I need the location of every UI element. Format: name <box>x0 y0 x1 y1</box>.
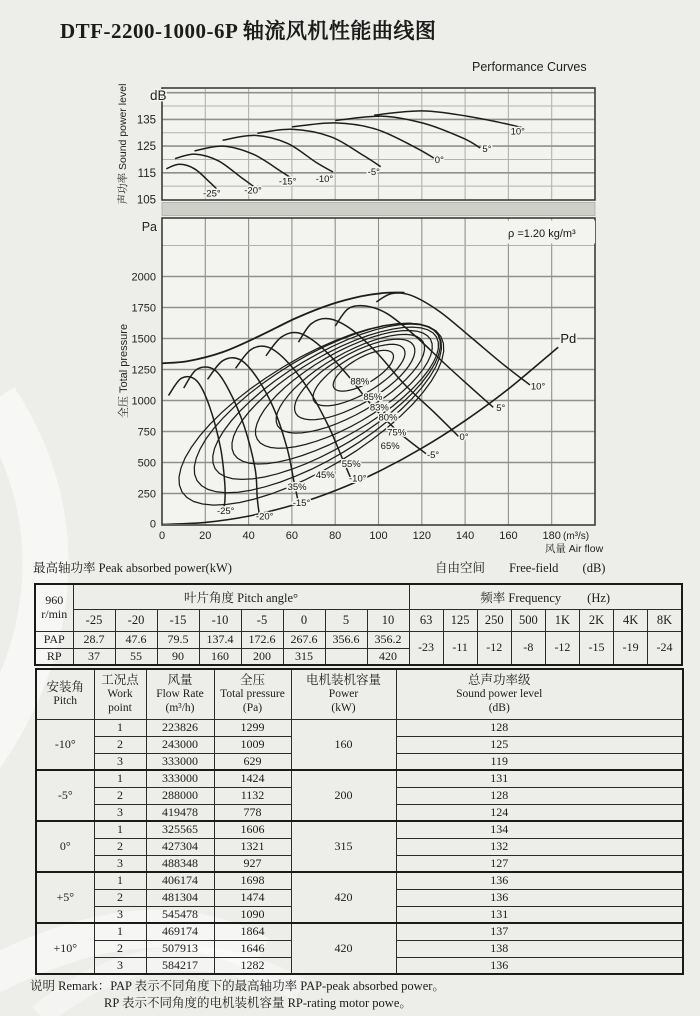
pitch-cell: +5° <box>36 872 94 923</box>
pitch-col-header: -5 <box>241 609 283 631</box>
x-tick: 20 <box>199 530 212 542</box>
pap-value: 79.5 <box>157 631 199 648</box>
free-field-caption <box>435 558 605 576</box>
column-header-flow: 风量 Flow Rate (m³/h) <box>146 669 214 719</box>
spl-cell: 137 <box>396 923 683 940</box>
page-title: DTF-2200-1000-6P 轴流风机性能曲线图 <box>60 19 437 43</box>
spl-cell: 136 <box>396 889 683 906</box>
pitch-angle-header: 叶片角度 Pitch angle° <box>73 584 409 609</box>
pitch-col-header: 0 <box>283 609 325 631</box>
pressure-cell: 629 <box>214 753 291 770</box>
pitch-label--25°: -25° <box>216 506 235 518</box>
pressure-y-unit: Pa <box>141 220 157 234</box>
pressure-cell: 1424 <box>214 770 291 787</box>
spl-cell: 136 <box>396 872 683 889</box>
work-point-cell: 2 <box>94 838 146 855</box>
freq-col-header: 2K <box>579 609 613 631</box>
freq-value: -12 <box>545 631 579 665</box>
spl-cell: 127 <box>396 855 683 872</box>
freq-col-header: 8K <box>648 609 682 631</box>
pitch-label-10°: 10° <box>530 381 546 393</box>
freq-value: -12 <box>477 631 511 665</box>
remark <box>30 978 445 1011</box>
flow-cell: 333000 <box>146 753 214 770</box>
rp-value: 420 <box>367 648 409 665</box>
power-cell: 315 <box>291 821 396 872</box>
table-row <box>36 770 683 787</box>
sound-y-unit: dB <box>150 88 167 103</box>
pd-label: Pd <box>560 331 577 347</box>
pap-value: 172.6 <box>241 631 283 648</box>
efficiency-label-80%: 80% <box>378 412 398 424</box>
power-cell: 420 <box>291 872 396 923</box>
pressure-y-tick: 250 <box>137 488 156 501</box>
pressure-y-axis-title: 全压 Total pressure <box>118 323 130 419</box>
pressure-cell: 1090 <box>214 906 291 923</box>
spl-cell: 128 <box>396 719 683 736</box>
table-row <box>35 584 682 609</box>
spl-cell: 136 <box>396 957 683 974</box>
pressure-cell: 1474 <box>214 889 291 906</box>
freq-col-header: 250 <box>477 609 511 631</box>
x-tick: 60 <box>285 530 299 542</box>
spl-cell: 134 <box>396 821 683 838</box>
flow-cell: 427304 <box>146 838 214 855</box>
pressure-cell: 1321 <box>214 838 291 855</box>
x-tick: 180 <box>542 530 561 542</box>
pressure-y-tick-0: 0 <box>149 518 156 531</box>
free-field-cn: 自由空间 <box>435 561 486 575</box>
pressure-y-tick: 1250 <box>131 364 156 377</box>
table-row <box>36 923 683 940</box>
chart-separator-band <box>162 203 595 216</box>
work-point-cell: 2 <box>94 736 146 753</box>
work-point-cell: 1 <box>94 923 146 940</box>
pressure-cell: 1132 <box>214 787 291 804</box>
pressure-cell: 1299 <box>214 719 291 736</box>
freq-col-header: 125 <box>443 609 477 631</box>
sound-curve-label--10°: -10° <box>315 173 334 185</box>
pitch-label--10°: -10° <box>349 473 367 485</box>
x-tick: 120 <box>412 530 431 542</box>
pap-value: 28.7 <box>73 631 115 648</box>
operating-points-table <box>35 668 684 975</box>
x-tick: 100 <box>369 530 388 542</box>
pressure-cell: 927 <box>214 855 291 872</box>
sound-y-axis-title: 声功率 Sound power level <box>117 83 129 205</box>
sound-curve-label--25°: -25° <box>203 188 221 200</box>
frequency-header: 频率 Frequency (Hz) <box>409 584 682 609</box>
pressure-cell: 1864 <box>214 923 291 940</box>
pitch-col-header: -15 <box>157 609 199 631</box>
pitch-cell: 0° <box>36 821 94 872</box>
remark-line-1: 说明 Remark：PAP 表示不同角度下的最高轴功率 PAP-peak absorbed power。 <box>30 979 445 993</box>
pitch-label--15°: -15° <box>292 498 311 510</box>
density-label: ρ =1.20 kg/m³ <box>508 228 576 240</box>
free-field-unit: (dB) <box>582 561 606 575</box>
efficiency-label-35%: 35% <box>287 481 307 493</box>
x-unit: (m³/s) <box>563 531 590 542</box>
freq-value: -24 <box>648 631 682 665</box>
power-cell: 200 <box>291 770 396 821</box>
flow-cell: 481304 <box>146 889 214 906</box>
pressure-cell: 1009 <box>214 736 291 753</box>
efficiency-label-55%: 55% <box>341 459 361 471</box>
pitch-label--5°: -5° <box>426 449 440 461</box>
flow-cell: 469174 <box>146 923 214 940</box>
flow-cell: 406174 <box>146 872 214 889</box>
spl-cell: 131 <box>396 770 683 787</box>
x-tick: 140 <box>455 530 475 542</box>
flow-cell: 243000 <box>146 736 214 753</box>
rp-value <box>325 648 367 665</box>
pressure-y-tick: 500 <box>137 457 156 470</box>
efficiency-label-85%: 85% <box>363 391 383 403</box>
pitch-label-5°: 5° <box>496 402 506 414</box>
table-row <box>35 631 682 648</box>
pressure-y-tick: 1500 <box>131 333 156 346</box>
work-point-cell: 3 <box>94 906 146 923</box>
sound-y-tick: 115 <box>137 167 156 180</box>
column-header-power: 电机装机容量 Power (kW) <box>291 669 396 719</box>
table-row <box>36 821 683 838</box>
column-header-pressure: 全压 Total pressure (Pa) <box>214 669 291 719</box>
pitch-cell: -5° <box>36 770 94 821</box>
pitch-label--20°: -20° <box>255 511 274 523</box>
x-tick: 80 <box>329 530 342 542</box>
pap-value: 47.6 <box>115 631 157 648</box>
pitch-cell: -10° <box>36 719 94 770</box>
rp-value: 37 <box>73 648 115 665</box>
freq-value: -11 <box>443 631 477 665</box>
pitch-col-header: -25 <box>73 609 115 631</box>
pap-value: 356.6 <box>325 631 367 648</box>
pressure-cell: 1698 <box>214 872 291 889</box>
peak-power-caption: 最高轴功率 Peak absorbed power(kW) <box>33 561 232 575</box>
free-field-en: Free-field <box>509 561 559 575</box>
rp-value: 55 <box>115 648 157 665</box>
table-row <box>36 872 683 889</box>
pap-label: PAP <box>35 631 73 648</box>
x-tick: 160 <box>499 530 518 542</box>
freq-col-header: 1K <box>545 609 579 631</box>
pitch-col-header: -20 <box>115 609 157 631</box>
work-point-cell: 1 <box>94 872 146 889</box>
pressure-y-tick: 2000 <box>131 271 156 284</box>
x-tick: 40 <box>242 530 255 542</box>
efficiency-label-65%: 65% <box>380 440 400 452</box>
pressure-cell: 1606 <box>214 821 291 838</box>
column-header-spl: 总声功率级 Sound power level (dB) <box>396 669 683 719</box>
rp-value: 315 <box>283 648 325 665</box>
flow-cell: 223826 <box>146 719 214 736</box>
power-cell: 420 <box>291 923 396 974</box>
pressure-cell: 778 <box>214 804 291 821</box>
pressure-y-tick: 750 <box>137 426 156 439</box>
freq-col-header: 63 <box>409 609 443 631</box>
flow-cell: 288000 <box>146 787 214 804</box>
pressure-chart <box>116 218 604 555</box>
pitch-col-header: 10 <box>367 609 409 631</box>
table-row <box>36 719 683 736</box>
spl-cell: 124 <box>396 804 683 821</box>
spl-cell: 125 <box>396 736 683 753</box>
sound-curve-label-10°: 10° <box>510 126 525 138</box>
work-point-cell: 1 <box>94 821 146 838</box>
table-row <box>35 609 682 631</box>
spl-cell: 138 <box>396 940 683 957</box>
spl-cell: 131 <box>396 906 683 923</box>
efficiency-label-88%: 88% <box>350 376 370 388</box>
rp-label: RP <box>35 648 73 665</box>
rpm-cell: 960 r/min <box>35 584 73 631</box>
efficiency-label-83%: 83% <box>369 402 389 414</box>
work-point-cell: 3 <box>94 855 146 872</box>
sound-chart <box>116 84 595 216</box>
pap-value: 137.4 <box>199 631 241 648</box>
power-cell: 160 <box>291 719 396 770</box>
flow-cell: 507913 <box>146 940 214 957</box>
flow-cell: 584217 <box>146 957 214 974</box>
flow-cell: 545478 <box>146 906 214 923</box>
freq-col-header: 4K <box>614 609 648 631</box>
freq-value: -19 <box>614 631 648 665</box>
table-header-row <box>36 669 683 719</box>
freq-col-header: 500 <box>511 609 545 631</box>
x-axis-title: 风量 Air flow <box>544 543 604 555</box>
sound-y-tick: 135 <box>136 114 156 127</box>
pressure-cell: 1282 <box>214 957 291 974</box>
freq-value: -8 <box>511 631 545 665</box>
sound-curve-label-0°: 0° <box>434 155 444 167</box>
flow-cell: 333000 <box>146 770 214 787</box>
pressure-y-tick: 1750 <box>131 302 156 315</box>
spl-cell: 119 <box>396 753 683 770</box>
work-point-cell: 1 <box>94 770 146 787</box>
pitch-col-header: -10 <box>199 609 241 631</box>
work-point-cell: 3 <box>94 753 146 770</box>
work-point-cell: 3 <box>94 804 146 821</box>
freq-value: -15 <box>579 631 613 665</box>
efficiency-label-75%: 75% <box>387 427 407 439</box>
work-point-cell: 3 <box>94 957 146 974</box>
spl-cell: 132 <box>396 838 683 855</box>
x-tick: 0 <box>158 530 166 542</box>
remark-line-2: RP 表示不同角度的电机装机容量 RP-rating motor powe。 <box>104 995 412 1010</box>
flow-cell: 488348 <box>146 855 214 872</box>
pap-value: 356.2 <box>367 631 409 648</box>
flow-cell: 419478 <box>146 804 214 821</box>
flow-cell: 325565 <box>146 821 214 838</box>
pap-value: 267.6 <box>283 631 325 648</box>
subtitle: Performance Curves <box>472 60 587 74</box>
pressure-y-tick: 1000 <box>131 395 156 408</box>
column-header-work_point: 工况点 Work point <box>94 669 146 719</box>
pressure-cell: 1646 <box>214 940 291 957</box>
sound-curve-label--15°: -15° <box>278 176 297 188</box>
spl-cell: 128 <box>396 787 683 804</box>
rp-value: 160 <box>199 648 241 665</box>
work-point-cell: 1 <box>94 719 146 736</box>
rp-value: 90 <box>157 648 199 665</box>
column-header-pitch: 安装角 Pitch <box>36 669 94 719</box>
sound-y-tick: 105 <box>136 194 156 207</box>
pitch-cell: +10° <box>36 923 94 974</box>
peak-power-frequency-table <box>34 583 683 666</box>
efficiency-label-45%: 45% <box>315 469 335 481</box>
sound-curve-label--20°: -20° <box>244 185 262 197</box>
work-point-cell: 2 <box>94 940 146 957</box>
pitch-label-0°: 0° <box>459 432 469 444</box>
pitch-col-header: 5 <box>325 609 367 631</box>
sound-curve-label--5°: -5° <box>367 166 380 178</box>
sound-y-tick: 125 <box>136 141 156 154</box>
work-point-cell: 2 <box>94 787 146 804</box>
rp-value: 200 <box>241 648 283 665</box>
freq-value: -23 <box>409 631 443 665</box>
work-point-cell: 2 <box>94 889 146 906</box>
sound-curve-label-5°: 5° <box>482 143 492 155</box>
